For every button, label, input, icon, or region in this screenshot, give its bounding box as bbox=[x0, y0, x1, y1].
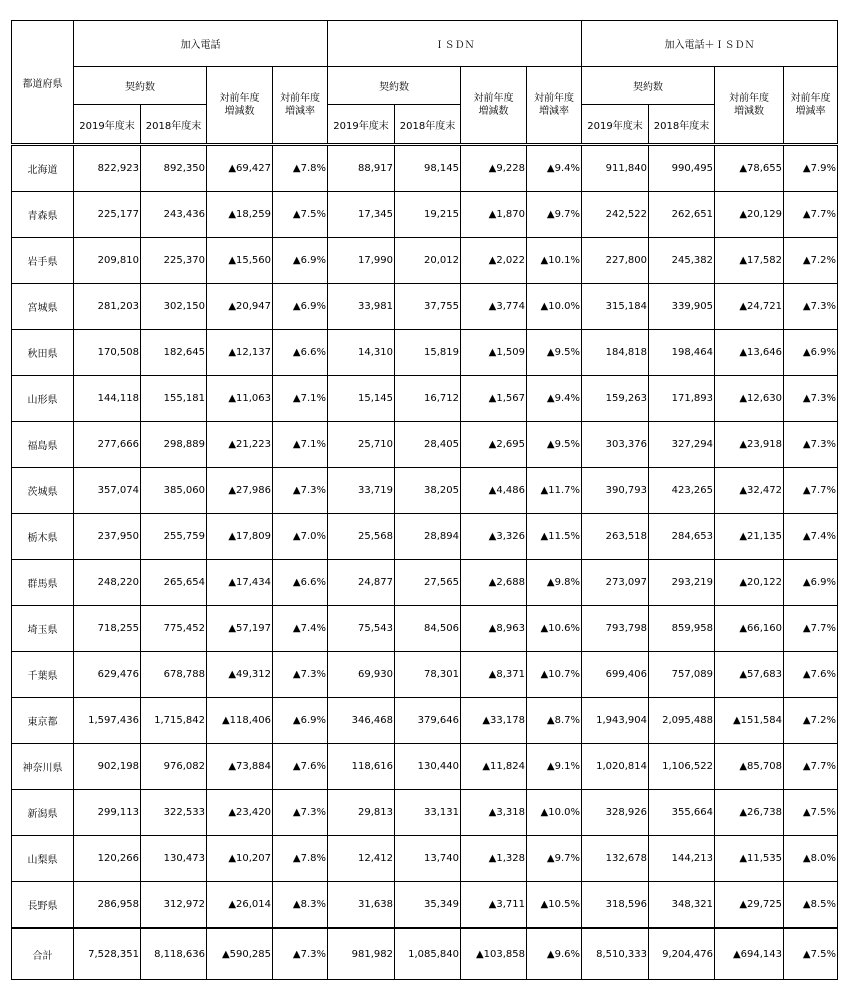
isdn-2018-cell: 27,565 bbox=[395, 560, 461, 606]
combined-change-cell: ▲32,472 bbox=[715, 468, 784, 514]
combined-rate-cell: ▲8.5% bbox=[784, 882, 838, 929]
prefecture-cell: 北海道 bbox=[12, 145, 74, 192]
phone-change-cell: ▲17,434 bbox=[207, 560, 273, 606]
phone-rate-cell: ▲6.9% bbox=[273, 284, 328, 330]
phone-change-cell: ▲26,014 bbox=[207, 882, 273, 929]
phone-2019-cell: 822,923 bbox=[74, 145, 141, 192]
isdn-change-cell: ▲4,486 bbox=[461, 468, 527, 514]
year-2018-header: 2018年度末 bbox=[141, 105, 207, 145]
phone-change-cell: ▲17,809 bbox=[207, 514, 273, 560]
isdn-rate-cell: ▲10.0% bbox=[527, 790, 582, 836]
phone-2019-cell: 120,266 bbox=[74, 836, 141, 882]
phone-2018-cell: 976,082 bbox=[141, 744, 207, 790]
isdn-rate-cell: ▲9.1% bbox=[527, 744, 582, 790]
phone-2018-cell: 678,788 bbox=[141, 652, 207, 698]
combined-change-cell: ▲13,646 bbox=[715, 330, 784, 376]
isdn-2019-cell: 15,145 bbox=[328, 376, 395, 422]
prefecture-cell: 栃木県 bbox=[12, 514, 74, 560]
combined-2019-cell: 242,522 bbox=[582, 192, 649, 238]
phone-2018-cell: 892,350 bbox=[141, 145, 207, 192]
prefecture-cell: 神奈川県 bbox=[12, 744, 74, 790]
combined-rate-cell: ▲7.3% bbox=[784, 284, 838, 330]
combined-change-cell: ▲29,725 bbox=[715, 882, 784, 929]
combined-rate-cell: ▲7.3% bbox=[784, 422, 838, 468]
isdn-2019-cell: 25,568 bbox=[328, 514, 395, 560]
year-2018-header: 2018年度末 bbox=[649, 105, 715, 145]
phone-2018-cell: 298,889 bbox=[141, 422, 207, 468]
isdn-2018-cell: 16,712 bbox=[395, 376, 461, 422]
isdn-change-cell: ▲9,228 bbox=[461, 145, 527, 192]
group-header-phone: 加入電話 bbox=[74, 21, 328, 67]
prefecture-cell: 長野県 bbox=[12, 882, 74, 929]
phone-change-cell: ▲23,420 bbox=[207, 790, 273, 836]
isdn-2019-cell: 981,982 bbox=[328, 928, 395, 980]
phone-change-cell: ▲57,197 bbox=[207, 606, 273, 652]
combined-2019-cell: 390,793 bbox=[582, 468, 649, 514]
combined-rate-cell: ▲7.5% bbox=[784, 790, 838, 836]
combined-rate-cell: ▲7.5% bbox=[784, 928, 838, 980]
isdn-change-cell: ▲11,824 bbox=[461, 744, 527, 790]
combined-2018-cell: 355,664 bbox=[649, 790, 715, 836]
combined-rate-cell: ▲6.9% bbox=[784, 560, 838, 606]
table-row bbox=[12, 836, 838, 882]
phone-2019-cell: 718,255 bbox=[74, 606, 141, 652]
phone-rate-cell: ▲7.3% bbox=[273, 468, 328, 514]
isdn-2019-cell: 25,710 bbox=[328, 422, 395, 468]
subscriber-table bbox=[11, 20, 838, 980]
contracts-header: 契約数 bbox=[582, 67, 715, 105]
phone-2019-cell: 286,958 bbox=[74, 882, 141, 929]
prefecture-cell: 新潟県 bbox=[12, 790, 74, 836]
phone-change-cell: ▲118,406 bbox=[207, 698, 273, 744]
prefecture-header: 都道府県 bbox=[12, 21, 74, 145]
combined-2018-cell: 293,219 bbox=[649, 560, 715, 606]
combined-2019-cell: 315,184 bbox=[582, 284, 649, 330]
isdn-rate-cell: ▲10.1% bbox=[527, 238, 582, 284]
phone-2019-cell: 277,666 bbox=[74, 422, 141, 468]
combined-rate-cell: ▲7.3% bbox=[784, 376, 838, 422]
isdn-rate-cell: ▲9.8% bbox=[527, 560, 582, 606]
combined-rate-cell: ▲7.9% bbox=[784, 145, 838, 192]
year-2019-header: 2019年度末 bbox=[74, 105, 141, 145]
prefecture-cell: 山形県 bbox=[12, 376, 74, 422]
phone-rate-cell: ▲7.8% bbox=[273, 836, 328, 882]
combined-2018-cell: 348,321 bbox=[649, 882, 715, 929]
combined-change-cell: ▲85,708 bbox=[715, 744, 784, 790]
combined-change-cell: ▲12,630 bbox=[715, 376, 784, 422]
combined-change-cell: ▲24,721 bbox=[715, 284, 784, 330]
combined-rate-cell: ▲7.7% bbox=[784, 468, 838, 514]
phone-2019-cell: 209,810 bbox=[74, 238, 141, 284]
combined-2018-cell: 423,265 bbox=[649, 468, 715, 514]
table-row bbox=[12, 192, 838, 238]
isdn-2018-cell: 130,440 bbox=[395, 744, 461, 790]
change-rate-header: 対前年度 増減率 bbox=[527, 67, 582, 145]
combined-2019-cell: 318,596 bbox=[582, 882, 649, 929]
combined-change-cell: ▲694,143 bbox=[715, 928, 784, 980]
combined-change-cell: ▲66,160 bbox=[715, 606, 784, 652]
combined-2019-cell: 699,406 bbox=[582, 652, 649, 698]
isdn-2018-cell: 98,145 bbox=[395, 145, 461, 192]
isdn-2018-cell: 84,506 bbox=[395, 606, 461, 652]
phone-2018-cell: 243,436 bbox=[141, 192, 207, 238]
isdn-2019-cell: 75,543 bbox=[328, 606, 395, 652]
isdn-2018-cell: 33,131 bbox=[395, 790, 461, 836]
isdn-rate-cell: ▲10.5% bbox=[527, 882, 582, 929]
combined-rate-cell: ▲7.7% bbox=[784, 192, 838, 238]
table-row bbox=[12, 422, 838, 468]
combined-rate-cell: ▲7.2% bbox=[784, 698, 838, 744]
table-row bbox=[12, 652, 838, 698]
isdn-rate-cell: ▲9.7% bbox=[527, 192, 582, 238]
combined-change-cell: ▲17,582 bbox=[715, 238, 784, 284]
combined-rate-cell: ▲7.2% bbox=[784, 238, 838, 284]
combined-2018-cell: 245,382 bbox=[649, 238, 715, 284]
prefecture-cell: 福島県 bbox=[12, 422, 74, 468]
combined-change-cell: ▲20,122 bbox=[715, 560, 784, 606]
phone-rate-cell: ▲6.9% bbox=[273, 698, 328, 744]
isdn-2019-cell: 88,917 bbox=[328, 145, 395, 192]
isdn-change-cell: ▲2,695 bbox=[461, 422, 527, 468]
combined-2019-cell: 227,800 bbox=[582, 238, 649, 284]
combined-2018-cell: 1,106,522 bbox=[649, 744, 715, 790]
isdn-rate-cell: ▲10.0% bbox=[527, 284, 582, 330]
table-row bbox=[12, 238, 838, 284]
combined-change-cell: ▲23,918 bbox=[715, 422, 784, 468]
combined-change-cell: ▲57,683 bbox=[715, 652, 784, 698]
phone-2018-cell: 312,972 bbox=[141, 882, 207, 929]
phone-2019-cell: 281,203 bbox=[74, 284, 141, 330]
combined-2019-cell: 328,926 bbox=[582, 790, 649, 836]
phone-2018-cell: 775,452 bbox=[141, 606, 207, 652]
isdn-2018-cell: 78,301 bbox=[395, 652, 461, 698]
isdn-2018-cell: 28,405 bbox=[395, 422, 461, 468]
phone-2018-cell: 322,533 bbox=[141, 790, 207, 836]
phone-rate-cell: ▲7.5% bbox=[273, 192, 328, 238]
combined-2019-cell: 273,097 bbox=[582, 560, 649, 606]
combined-2018-cell: 262,651 bbox=[649, 192, 715, 238]
isdn-2019-cell: 118,616 bbox=[328, 744, 395, 790]
phone-2019-cell: 248,220 bbox=[74, 560, 141, 606]
phone-2019-cell: 170,508 bbox=[74, 330, 141, 376]
combined-rate-cell: ▲7.7% bbox=[784, 606, 838, 652]
combined-rate-cell: ▲6.9% bbox=[784, 330, 838, 376]
isdn-2019-cell: 17,990 bbox=[328, 238, 395, 284]
isdn-2019-cell: 24,877 bbox=[328, 560, 395, 606]
phone-rate-cell: ▲7.0% bbox=[273, 514, 328, 560]
combined-change-cell: ▲21,135 bbox=[715, 514, 784, 560]
change-count-header: 対前年度 増減数 bbox=[461, 67, 527, 145]
isdn-change-cell: ▲8,963 bbox=[461, 606, 527, 652]
combined-2019-cell: 1,943,904 bbox=[582, 698, 649, 744]
table-wrapper bbox=[11, 20, 838, 980]
phone-2018-cell: 302,150 bbox=[141, 284, 207, 330]
isdn-change-cell: ▲1,328 bbox=[461, 836, 527, 882]
combined-2019-cell: 1,020,814 bbox=[582, 744, 649, 790]
table-row bbox=[12, 698, 838, 744]
isdn-change-cell: ▲33,178 bbox=[461, 698, 527, 744]
isdn-2019-cell: 346,468 bbox=[328, 698, 395, 744]
phone-2019-cell: 629,476 bbox=[74, 652, 141, 698]
table-row bbox=[12, 284, 838, 330]
table-row bbox=[12, 376, 838, 422]
isdn-2019-cell: 14,310 bbox=[328, 330, 395, 376]
isdn-rate-cell: ▲9.6% bbox=[527, 928, 582, 980]
phone-rate-cell: ▲6.6% bbox=[273, 330, 328, 376]
isdn-change-cell: ▲2,022 bbox=[461, 238, 527, 284]
phone-change-cell: ▲49,312 bbox=[207, 652, 273, 698]
phone-change-cell: ▲21,223 bbox=[207, 422, 273, 468]
phone-change-cell: ▲20,947 bbox=[207, 284, 273, 330]
combined-change-cell: ▲20,129 bbox=[715, 192, 784, 238]
year-2019-header: 2019年度末 bbox=[328, 105, 395, 145]
isdn-rate-cell: ▲10.7% bbox=[527, 652, 582, 698]
prefecture-cell: 埼玉県 bbox=[12, 606, 74, 652]
isdn-2019-cell: 33,981 bbox=[328, 284, 395, 330]
phone-2018-cell: 182,645 bbox=[141, 330, 207, 376]
prefecture-cell: 宮城県 bbox=[12, 284, 74, 330]
prefecture-cell: 群馬県 bbox=[12, 560, 74, 606]
isdn-rate-cell: ▲9.5% bbox=[527, 330, 582, 376]
isdn-2019-cell: 29,813 bbox=[328, 790, 395, 836]
isdn-rate-cell: ▲9.4% bbox=[527, 145, 582, 192]
combined-change-cell: ▲151,584 bbox=[715, 698, 784, 744]
contracts-header: 契約数 bbox=[74, 67, 207, 105]
phone-2018-cell: 1,715,842 bbox=[141, 698, 207, 744]
combined-2018-cell: 198,464 bbox=[649, 330, 715, 376]
change-count-header: 対前年度 増減数 bbox=[207, 67, 273, 145]
year-2019-header: 2019年度末 bbox=[582, 105, 649, 145]
combined-2019-cell: 8,510,333 bbox=[582, 928, 649, 980]
phone-rate-cell: ▲7.3% bbox=[273, 790, 328, 836]
change-count-header: 対前年度 増減数 bbox=[715, 67, 784, 145]
combined-2018-cell: 144,213 bbox=[649, 836, 715, 882]
isdn-rate-cell: ▲9.7% bbox=[527, 836, 582, 882]
phone-2019-cell: 299,113 bbox=[74, 790, 141, 836]
phone-2018-cell: 130,473 bbox=[141, 836, 207, 882]
isdn-rate-cell: ▲10.6% bbox=[527, 606, 582, 652]
contracts-header: 契約数 bbox=[328, 67, 461, 105]
phone-change-cell: ▲18,259 bbox=[207, 192, 273, 238]
prefecture-cell: 合計 bbox=[12, 928, 74, 980]
combined-2019-cell: 303,376 bbox=[582, 422, 649, 468]
phone-rate-cell: ▲7.1% bbox=[273, 422, 328, 468]
isdn-rate-cell: ▲8.7% bbox=[527, 698, 582, 744]
isdn-2018-cell: 38,205 bbox=[395, 468, 461, 514]
isdn-change-cell: ▲2,688 bbox=[461, 560, 527, 606]
prefecture-cell: 秋田県 bbox=[12, 330, 74, 376]
prefecture-cell: 青森県 bbox=[12, 192, 74, 238]
table-row bbox=[12, 145, 838, 192]
phone-2019-cell: 357,074 bbox=[74, 468, 141, 514]
phone-change-cell: ▲11,063 bbox=[207, 376, 273, 422]
phone-2019-cell: 7,528,351 bbox=[74, 928, 141, 980]
phone-2019-cell: 1,597,436 bbox=[74, 698, 141, 744]
prefecture-cell: 東京都 bbox=[12, 698, 74, 744]
isdn-change-cell: ▲3,318 bbox=[461, 790, 527, 836]
table-row bbox=[12, 514, 838, 560]
phone-change-cell: ▲73,884 bbox=[207, 744, 273, 790]
total-row bbox=[12, 928, 838, 980]
combined-2019-cell: 911,840 bbox=[582, 145, 649, 192]
prefecture-cell: 岩手県 bbox=[12, 238, 74, 284]
combined-2019-cell: 263,518 bbox=[582, 514, 649, 560]
isdn-change-cell: ▲103,858 bbox=[461, 928, 527, 980]
table-row bbox=[12, 882, 838, 929]
combined-rate-cell: ▲7.6% bbox=[784, 652, 838, 698]
table-row bbox=[12, 560, 838, 606]
combined-2019-cell: 159,263 bbox=[582, 376, 649, 422]
phone-rate-cell: ▲6.9% bbox=[273, 238, 328, 284]
phone-rate-cell: ▲7.8% bbox=[273, 145, 328, 192]
prefecture-cell: 千葉県 bbox=[12, 652, 74, 698]
table-row bbox=[12, 330, 838, 376]
isdn-2018-cell: 20,012 bbox=[395, 238, 461, 284]
phone-change-cell: ▲15,560 bbox=[207, 238, 273, 284]
isdn-2018-cell: 15,819 bbox=[395, 330, 461, 376]
phone-2019-cell: 225,177 bbox=[74, 192, 141, 238]
isdn-rate-cell: ▲9.5% bbox=[527, 422, 582, 468]
year-2018-header: 2018年度末 bbox=[395, 105, 461, 145]
isdn-2019-cell: 12,412 bbox=[328, 836, 395, 882]
combined-rate-cell: ▲7.7% bbox=[784, 744, 838, 790]
combined-2019-cell: 793,798 bbox=[582, 606, 649, 652]
prefecture-cell: 茨城県 bbox=[12, 468, 74, 514]
combined-2018-cell: 757,089 bbox=[649, 652, 715, 698]
phone-change-cell: ▲12,137 bbox=[207, 330, 273, 376]
phone-change-cell: ▲10,207 bbox=[207, 836, 273, 882]
table-body bbox=[12, 145, 838, 980]
table-row bbox=[12, 468, 838, 514]
phone-2019-cell: 144,118 bbox=[74, 376, 141, 422]
combined-rate-cell: ▲8.0% bbox=[784, 836, 838, 882]
isdn-change-cell: ▲3,326 bbox=[461, 514, 527, 560]
isdn-2018-cell: 379,646 bbox=[395, 698, 461, 744]
phone-2018-cell: 255,759 bbox=[141, 514, 207, 560]
isdn-change-cell: ▲1,870 bbox=[461, 192, 527, 238]
isdn-change-cell: ▲1,509 bbox=[461, 330, 527, 376]
phone-rate-cell: ▲7.3% bbox=[273, 928, 328, 980]
combined-2018-cell: 339,905 bbox=[649, 284, 715, 330]
isdn-change-cell: ▲3,711 bbox=[461, 882, 527, 929]
phone-2019-cell: 902,198 bbox=[74, 744, 141, 790]
combined-change-cell: ▲78,655 bbox=[715, 145, 784, 192]
isdn-change-cell: ▲3,774 bbox=[461, 284, 527, 330]
phone-rate-cell: ▲7.6% bbox=[273, 744, 328, 790]
isdn-rate-cell: ▲11.7% bbox=[527, 468, 582, 514]
phone-2018-cell: 8,118,636 bbox=[141, 928, 207, 980]
phone-change-cell: ▲27,986 bbox=[207, 468, 273, 514]
isdn-change-cell: ▲8,371 bbox=[461, 652, 527, 698]
combined-2019-cell: 132,678 bbox=[582, 836, 649, 882]
combined-2018-cell: 990,495 bbox=[649, 145, 715, 192]
group-header-combined: 加入電話＋ＩＳＤＮ bbox=[582, 21, 838, 67]
change-rate-header: 対前年度 増減率 bbox=[784, 67, 838, 145]
isdn-2019-cell: 69,930 bbox=[328, 652, 395, 698]
table-row bbox=[12, 790, 838, 836]
isdn-2018-cell: 28,894 bbox=[395, 514, 461, 560]
phone-rate-cell: ▲7.3% bbox=[273, 652, 328, 698]
isdn-2019-cell: 17,345 bbox=[328, 192, 395, 238]
phone-change-cell: ▲590,285 bbox=[207, 928, 273, 980]
combined-2018-cell: 171,893 bbox=[649, 376, 715, 422]
isdn-change-cell: ▲1,567 bbox=[461, 376, 527, 422]
phone-2018-cell: 225,370 bbox=[141, 238, 207, 284]
phone-rate-cell: ▲8.3% bbox=[273, 882, 328, 929]
combined-2018-cell: 2,095,488 bbox=[649, 698, 715, 744]
isdn-2018-cell: 13,740 bbox=[395, 836, 461, 882]
isdn-2019-cell: 31,638 bbox=[328, 882, 395, 929]
phone-change-cell: ▲69,427 bbox=[207, 145, 273, 192]
combined-2018-cell: 9,204,476 bbox=[649, 928, 715, 980]
phone-rate-cell: ▲7.1% bbox=[273, 376, 328, 422]
phone-2018-cell: 155,181 bbox=[141, 376, 207, 422]
combined-change-cell: ▲11,535 bbox=[715, 836, 784, 882]
prefecture-cell: 山梨県 bbox=[12, 836, 74, 882]
combined-2019-cell: 184,818 bbox=[582, 330, 649, 376]
combined-2018-cell: 327,294 bbox=[649, 422, 715, 468]
group-header-isdn: ＩＳＤＮ bbox=[328, 21, 582, 67]
combined-2018-cell: 859,958 bbox=[649, 606, 715, 652]
isdn-2018-cell: 19,215 bbox=[395, 192, 461, 238]
isdn-2018-cell: 35,349 bbox=[395, 882, 461, 929]
table-row bbox=[12, 744, 838, 790]
phone-rate-cell: ▲7.4% bbox=[273, 606, 328, 652]
isdn-2018-cell: 37,755 bbox=[395, 284, 461, 330]
combined-2018-cell: 284,653 bbox=[649, 514, 715, 560]
phone-2019-cell: 237,950 bbox=[74, 514, 141, 560]
combined-rate-cell: ▲7.4% bbox=[784, 514, 838, 560]
phone-2018-cell: 385,060 bbox=[141, 468, 207, 514]
phone-2018-cell: 265,654 bbox=[141, 560, 207, 606]
change-rate-header: 対前年度 増減率 bbox=[273, 67, 328, 145]
isdn-2018-cell: 1,085,840 bbox=[395, 928, 461, 980]
phone-rate-cell: ▲6.6% bbox=[273, 560, 328, 606]
isdn-2019-cell: 33,719 bbox=[328, 468, 395, 514]
combined-change-cell: ▲26,738 bbox=[715, 790, 784, 836]
isdn-rate-cell: ▲9.4% bbox=[527, 376, 582, 422]
isdn-rate-cell: ▲11.5% bbox=[527, 514, 582, 560]
table-row bbox=[12, 606, 838, 652]
